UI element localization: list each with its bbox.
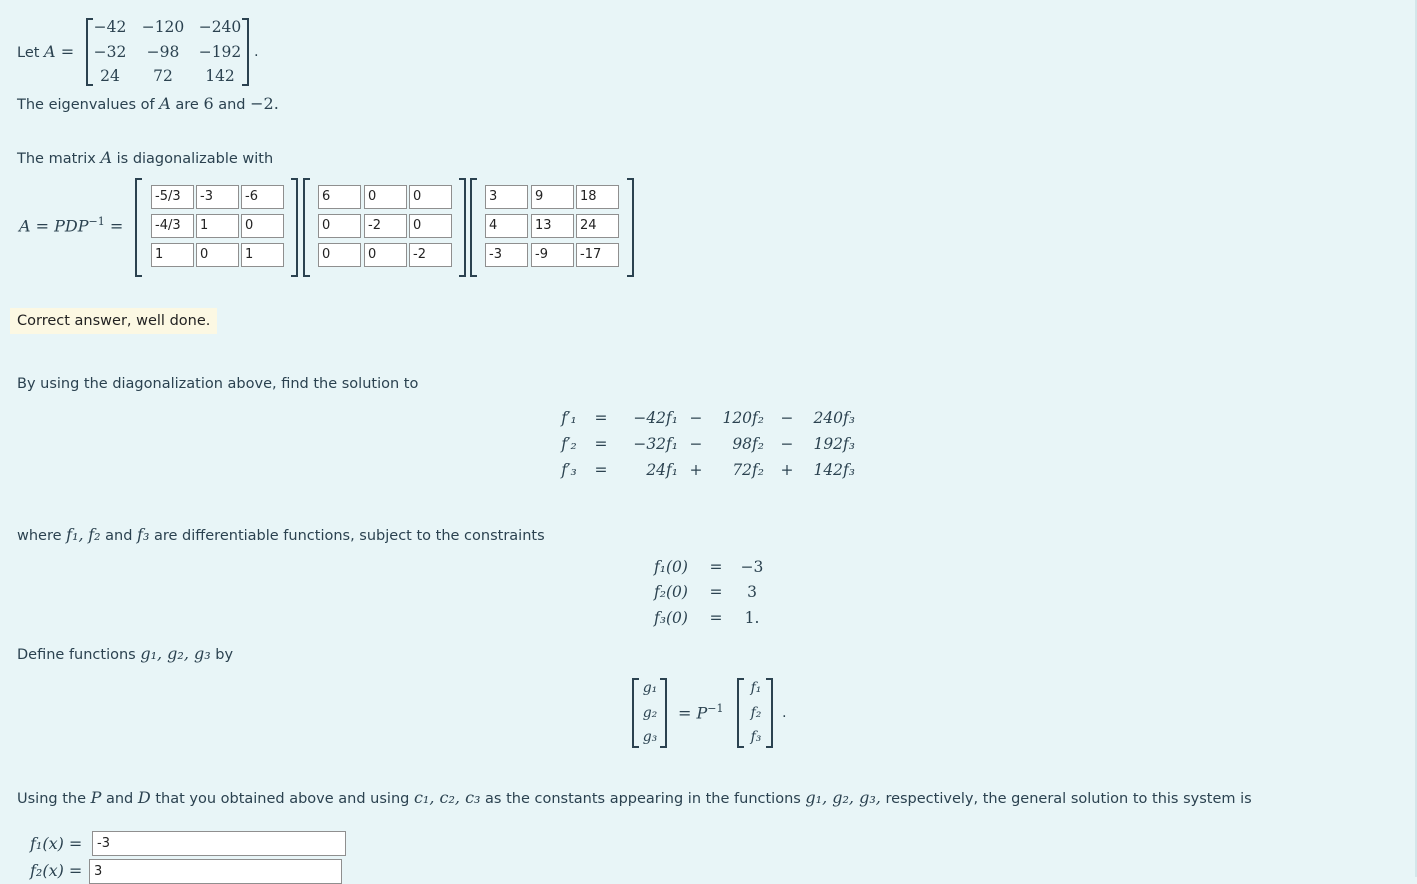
matrix-a-cell: 72: [153, 67, 173, 85]
ode-term: −32f₁: [633, 435, 678, 453]
diagonalizable-text: The matrix A is diagonalizable with: [17, 148, 274, 167]
ode-term: 240f₃: [813, 409, 855, 427]
d-input[interactable]: 6: [318, 185, 361, 209]
ode-equals: =: [594, 409, 608, 427]
general-solution-text: Using the P and D that you obtained above and using c₁, c₂, c₃ as the constants appearing in the functions g₁, g₂, g₃, respectively, the general solution to this system is: [17, 788, 1252, 807]
ode-operator: +: [780, 461, 794, 479]
ic-rhs: 1.: [744, 609, 760, 627]
p-inverse-input[interactable]: 3: [485, 185, 528, 209]
ic-lhs: f₁(0): [654, 558, 688, 576]
ic-rhs: −3: [740, 558, 764, 576]
ode-term: 72f₂: [732, 461, 764, 479]
d-input[interactable]: 0: [318, 214, 361, 238]
f1-answer-label: f₁(x) =: [30, 834, 83, 853]
ode-equals: =: [594, 435, 608, 453]
let-a-label: Let A =: [17, 42, 75, 61]
matrix-a-cell: 142: [205, 67, 235, 85]
matrix-a-cell: −32: [93, 43, 127, 61]
ode-lhs: f′₁: [561, 409, 577, 427]
ode-operator: +: [689, 461, 703, 479]
ic-rhs: 3: [747, 583, 757, 601]
f-vector-entry: f₂: [750, 705, 762, 721]
p-inverse-input[interactable]: 13: [531, 214, 574, 238]
d-input[interactable]: 0: [409, 214, 452, 238]
ode-term: 142f₃: [813, 461, 855, 479]
ode-term: 192f₃: [813, 435, 855, 453]
p-inverse-input[interactable]: 18: [576, 185, 619, 209]
d-input[interactable]: 0: [318, 243, 361, 267]
ic-equals: =: [709, 609, 723, 627]
d-input[interactable]: 0: [364, 185, 407, 209]
p-input[interactable]: -5/3: [151, 185, 194, 209]
feedback-message: Correct answer, well done.: [10, 308, 217, 334]
ode-term: 120f₂: [722, 409, 764, 427]
d-input[interactable]: 0: [409, 185, 452, 209]
p-inverse-input[interactable]: -9: [531, 243, 574, 267]
ode-term: −42f₁: [633, 409, 678, 427]
p-input[interactable]: 0: [241, 214, 284, 238]
d-input[interactable]: -2: [364, 214, 407, 238]
ic-lhs: f₂(0): [654, 583, 688, 601]
ic-equals: =: [709, 558, 723, 576]
p-input[interactable]: -4/3: [151, 214, 194, 238]
f-vector-entry: f₃: [750, 729, 762, 745]
p-input[interactable]: -3: [196, 185, 239, 209]
ode-operator: −: [780, 409, 794, 427]
d-input[interactable]: 0: [364, 243, 407, 267]
f2-answer-label: f₂(x) =: [30, 861, 83, 880]
matrix-a-cell: −192: [198, 43, 242, 61]
ic-equals: =: [709, 583, 723, 601]
define-text: Define functions g₁, g₂, g₃ by: [17, 644, 234, 663]
p-inverse-input[interactable]: 4: [485, 214, 528, 238]
f1-answer-input[interactable]: -3: [92, 831, 346, 856]
pdp-equation-label: $A = PDP^{-1}$ =: [19, 215, 124, 236]
f2-answer-input[interactable]: 3: [89, 859, 342, 884]
ode-operator: −: [780, 435, 794, 453]
g-vector-entry: g₁: [642, 680, 658, 696]
eigenvalues-text: The eigenvalues of A are 6 and −2.: [17, 94, 279, 113]
system-prompt: By using the diagonalization above, find the solution to: [17, 376, 419, 392]
ode-lhs: f′₃: [561, 461, 577, 479]
p-input[interactable]: 1: [241, 243, 284, 267]
matrix-a-cell: 24: [100, 67, 120, 85]
ode-lhs: f′₂: [561, 435, 577, 453]
ode-term: 98f₂: [732, 435, 764, 453]
matrix-a-cell: −120: [141, 18, 185, 36]
f-vector-entry: f₁: [750, 680, 762, 696]
p-inverse-input[interactable]: -3: [485, 243, 528, 267]
p-input[interactable]: 1: [151, 243, 194, 267]
ode-operator: −: [689, 435, 703, 453]
p-inverse-input[interactable]: 24: [576, 214, 619, 238]
p-input[interactable]: 0: [196, 243, 239, 267]
p-input[interactable]: -6: [241, 185, 284, 209]
ode-term: 24f₁: [646, 461, 678, 479]
p-inverse-input[interactable]: -17: [576, 243, 619, 267]
p-inverse-operator: = $P^{-1}$: [678, 702, 724, 723]
matrix-a-cell: −240: [198, 18, 242, 36]
ic-lhs: f₃(0): [654, 609, 688, 627]
ode-operator: −: [689, 409, 703, 427]
p-inverse-input[interactable]: 9: [531, 185, 574, 209]
g-vector-entry: g₃: [642, 729, 658, 745]
p-input[interactable]: 1: [196, 214, 239, 238]
matrix-a-cell: −98: [146, 43, 180, 61]
matrix-a-cell: −42: [93, 18, 127, 36]
constraints-text: where f₁, f₂ and f₃ are differentiable functions, subject to the constraints: [17, 525, 545, 544]
d-input[interactable]: -2: [409, 243, 452, 267]
period: .: [782, 705, 787, 721]
g-vector-entry: g₂: [642, 705, 658, 721]
ode-equals: =: [594, 461, 608, 479]
